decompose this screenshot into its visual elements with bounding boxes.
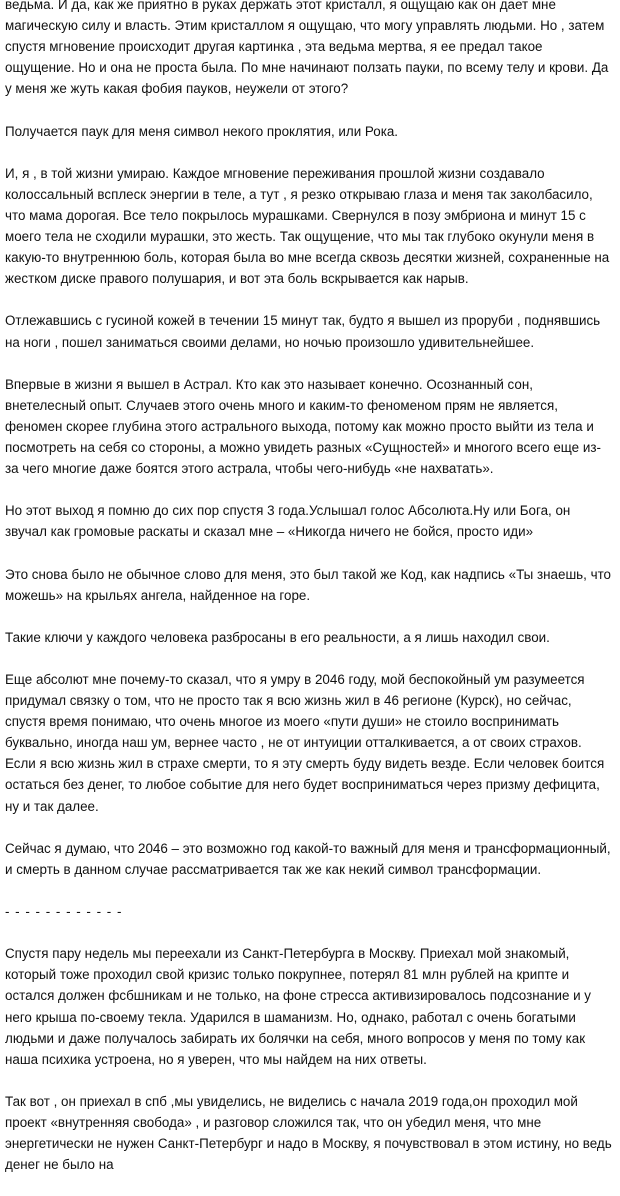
paragraph-keys: Такие ключи у каждого человека разбросаны в его реальности, а я лишь находил свои.	[5, 629, 550, 645]
section-separator: - - - - - - - - - - - -	[5, 904, 123, 920]
paragraph-witch-crystal: ведьма. И да, как же приятно в руках держать этот кристалл, я ощущаю как он дает мне магическую силу и власть. Этим кристаллом я ощущаю, что могу управлять людьми. Но , затем спустя мгновение происходит другая картинка , эта ведьма мертва, я ее предал такое ощущение. Но и она не проста была. По мне начинают ползать пауки, по всему телу и крови. Да у меня же жуть какая фобия пауков, неужели от этого?	[5, 0, 609, 97]
paragraph-astral: Впервые в жизни я вышел в Астрал. Кто как это называет конечно. Осознанный сон, внетелесный опыт. Случаев этого очень много и каким-то феноменом прям не является, феномен скорее глубина этого астрального выхода, потому как можно просто выйти из тела и посмотреть на себя со стороны, а можно увидеть разных «Сущностей» и многого всего еще из-за чего многие даже боятся этого астрала, чтобы чего-нибудь «не нахватать».	[5, 376, 601, 477]
paragraph-dying: И, я , в той жизни умираю. Каждое мгновение переживания прошлой жизни создавало колоссальный всплеск энергии в теле, а тут , я резко открываю глаза и меня так заколбасило, что мама дорогая. Все тело покрылось мурашками. Свернулся в позу эмбриона и минут 15 с моего тела не сходили мурашки, это жесть. Так ощущение, что мы так глубоко окунули меня в какую-то внутреннюю боль, которая была во мне всегда сквозь десятки жизней, сохраненные на жестком диске правого полушария, и вот эта боль вскрывается как нарыв.	[5, 165, 610, 287]
paragraph-spider-symbol: Получается паук для меня символ некого проклятия, или Рока.	[5, 123, 399, 139]
paragraph-code: Это снова было не обычное слово для меня, это был такой же Код, как надпись «Ты знаешь, что можешь» на крыльях ангела, найденное на горе.	[5, 566, 612, 603]
paragraph-arrived-spb: Так вот , он приехал в спб ,мы увиделись, не виделись с начала 2019 года,он проходил мой проект «внутренняя свобода» , и разговор сложился так, что он убедил меня, что мне энергетически не нужен Санкт-Петербург и надо в Москву, я почувствовал в этом истину, но ведь денег не было на	[5, 1093, 612, 1173]
paragraph-transformation: Сейчас я думаю, что 2046 – это возможно год какой-то важный для меня и трансформационный, и смерть в данном случае рассматривается так же как некий символ трансформации.	[5, 840, 611, 877]
paragraph-moving-moscow: Спустя пару недель мы переехали из Санкт-Петербурга в Москву. Приехал мой знакомый, который тоже проходил свой кризис только покрупнее, потерял 81 млн рублей на крипте и остался должен фсбшникам и не только, на фоне стресса активизировалось подсознание и у него крыша по-своему текла. Ударился в шаманизм. Но, однако, работал с очень богатыми людьми и даже получалось забирать их болячки на себя, много вопросов у меня по тому как наша психика устроена, но я уверен, что мы найдем на них ответы.	[5, 946, 592, 1067]
paragraph-goosebumps: Отлежавшись с гусиной кожей в течении 15 минут так, будто я вышел из проруби , поднявшись на ноги , пошел заниматься своими делами, но ночью произошло удивительнейшее.	[5, 313, 601, 350]
paragraph-absolute-voice: Но этот выход я помню до сих пор спустя 3 года.Услышал голос Абсолюта.Ну или Бога, он звучал как громовые раскаты и сказал мне – «Никогда ничего не бойся, просто иди»	[5, 503, 571, 540]
paragraph-2046: Еще абсолют мне почему-то сказал, что я умру в 2046 году, мой беспокойный ум разумеется придумал связку о том, что не просто так я всю жизнь жил в 46 регионе (Курск), но сейчас, спустя время понимаю, что очень многое из моего «пути души» не стоило воспринимать буквально, иногда наш ум, вернее часто , не от интуиции отталкивается, а от своих страхов. Если я всю жизнь жил в страхе смерти, то я эту смерть буду видеть везде. Если человек боится остаться без денег, то любое событие для него будет восприниматься через призму дефицита, ну и так далее.	[5, 672, 605, 814]
